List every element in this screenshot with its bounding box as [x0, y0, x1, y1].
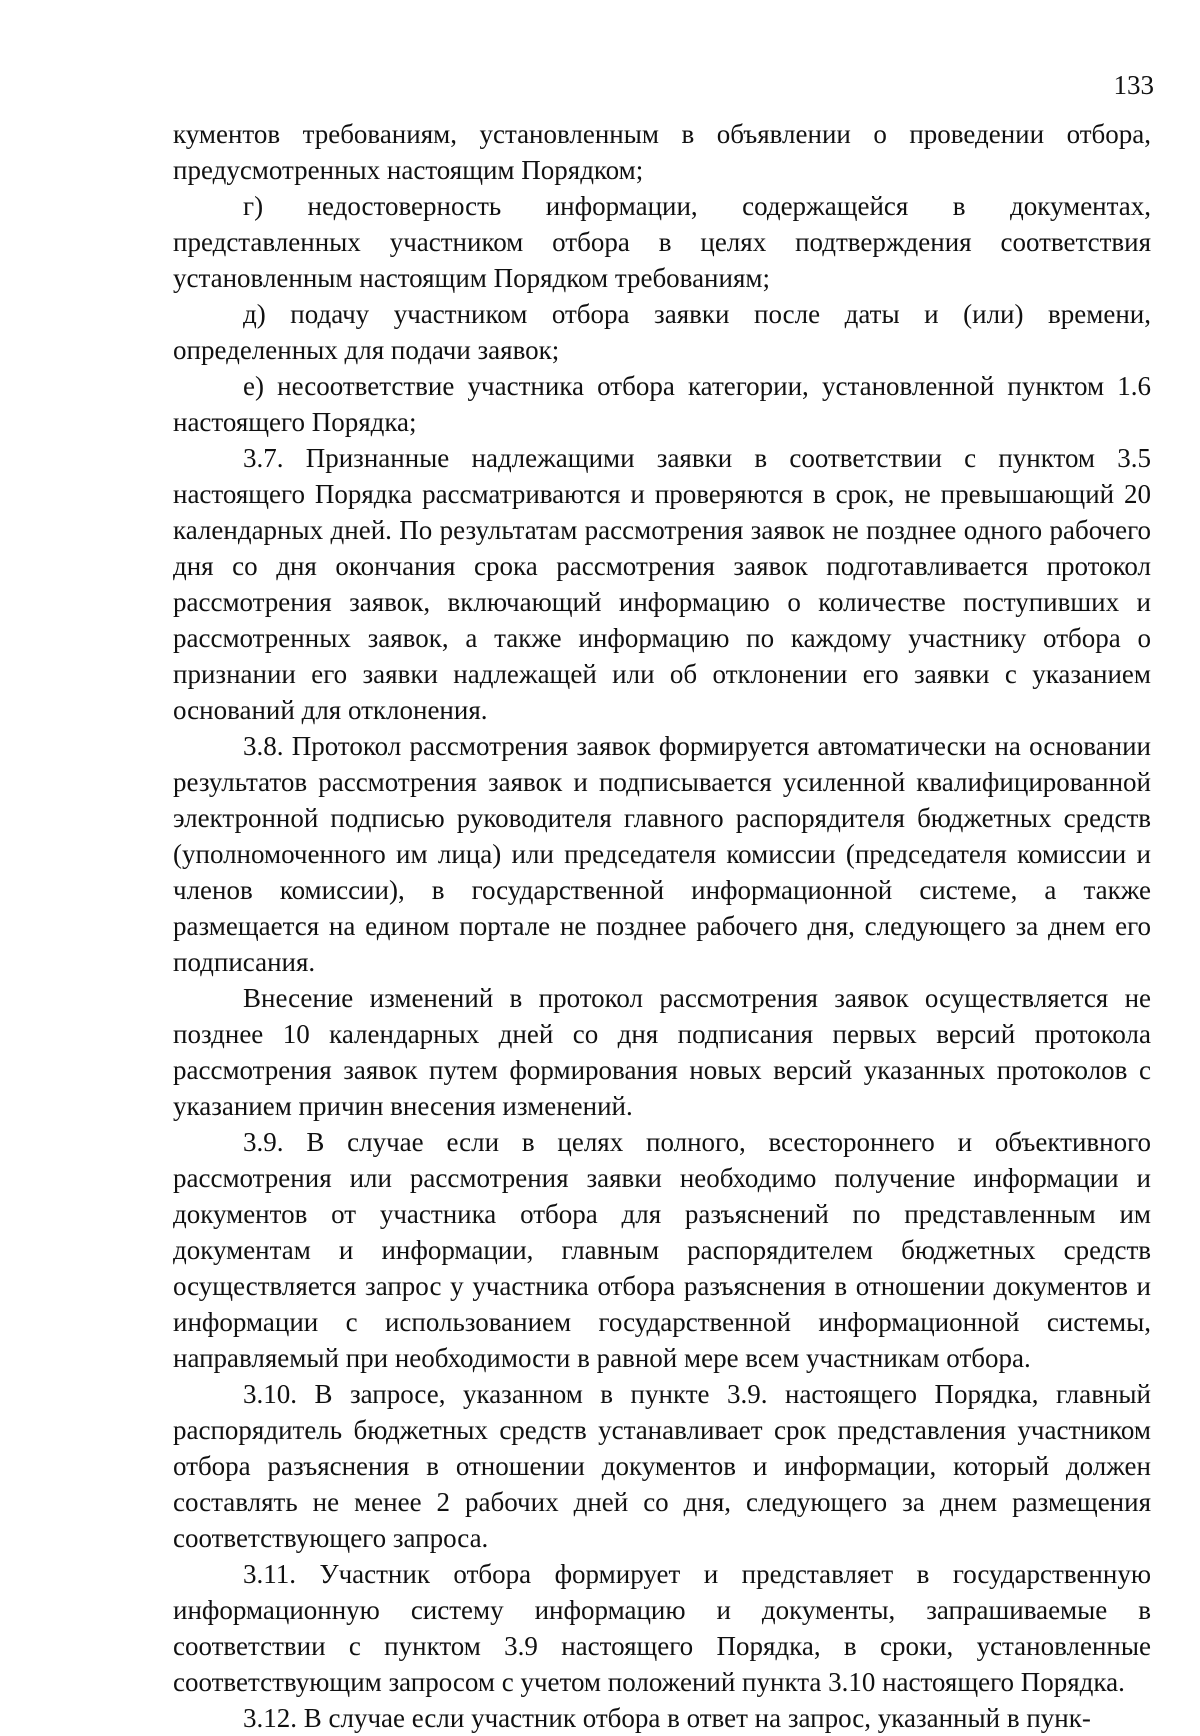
paragraph-3-7: 3.7. Признанные надлежащими заявки в соответствии с пунктом 3.5 настоящего Порядка рассматриваются и проверяются в срок, не превышающий 20 календарных дней. По результатам рассмотрения заявок не позднее одного рабочего дня со дня окончания срока рассмотрения заявок подготавливается протокол рассмотрения заявок, включающий информацию о количестве поступивших и рассмотренных заявок, а также информацию по каждому участнику отбора о признании его заявки надлежащей или об отклонении его заявки с указанием оснований для отклонения. — [173, 443, 1151, 725]
paragraph-item-g: г) недостоверность информации, содержащейся в документах, представленных участником отбора в целях подтверждения соответствия установленным настоящим Порядком требованиям; — [173, 191, 1151, 293]
paragraph-changes: Внесение изменений в протокол рассмотрения заявок осуществляется не позднее 10 календарных дней со дня подписания первых версий протокола рассмотрения заявок путем формирования новых версий указанных протоколов с указанием причин внесения изменений. — [173, 983, 1151, 1121]
paragraph-3-8: 3.8. Протокол рассмотрения заявок формируется автоматически на основании результатов рассмотрения заявок и подписывается усиленной квалифицированной электронной подписью руководителя главного распорядителя бюджетных средств (уполномоченного им лица) или председателя комиссии (председателя комиссии и членов комиссии), в государственной информационной системе, а также размещается на едином портале не позднее рабочего дня, следующего за днем его подписания. — [173, 731, 1151, 977]
paragraph-3-11: 3.11. Участник отбора формирует и представляет в государственную информационную систему информацию и документы, запрашиваемые в соответствии с пунктом 3.9 настоящего Порядка, в сроки, установленные соответствующим запросом с учетом положений пункта 3.10 настоящего Порядка. — [173, 1559, 1151, 1697]
paragraph-3-9: 3.9. В случае если в целях полного, всестороннего и объективного рассмотрения или рассмотрения заявки необходимо получение информации и документов от участника отбора для разъяснений по представленным им документам и информации, главным распорядителем бюджетных средств осуществляется запрос у участника отбора разъяснения в отношении документов и информации с использованием государственной информационной системы, направляемый при необходимости в равной мере всем участникам отбора. — [173, 1127, 1151, 1373]
paragraph-3-10: 3.10. В запросе, указанном в пункте 3.9. настоящего Порядка, главный распорядитель бюджетных средств устанавливает срок представления участником отбора разъяснения в отношении документов и информации, который должен составлять не менее 2 рабочих дней со дня, следующего за днем размещения соответствующего запроса. — [173, 1379, 1151, 1553]
paragraph-item-d: д) подачу участником отбора заявки после даты и (или) времени, определенных для подачи заявок; — [173, 299, 1151, 365]
document-body — [173, 116, 1151, 1736]
paragraph-item-e: е) несоответствие участника отбора категории, установленной пунктом 1.6 настоящего Порядка; — [173, 371, 1151, 437]
paragraph-continuation: кументов требованиям, установленным в объявлении о проведении отбора, предусмотренных настоящим Порядком; — [173, 119, 1151, 185]
page-number: 133 — [1113, 70, 1154, 100]
paragraph-3-12: 3.12. В случае если участник отбора в ответ на запрос, указанный в пунк- — [243, 1703, 1091, 1733]
